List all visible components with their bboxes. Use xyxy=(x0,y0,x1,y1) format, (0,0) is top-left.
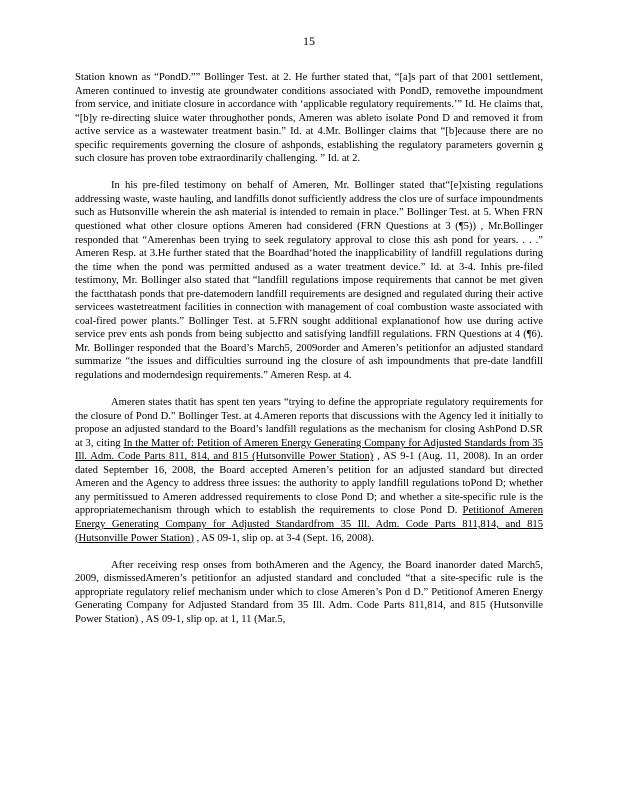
paragraph-text: After receiving resp onses from bothAmeren and the Agency, the Board inanorder dated March5, 2009, dismissedAmeren’s petitionfor an adjusted standard and concluded “that a site-specific rule is the appropriate regulatory relief mechanism under which to close Ameren’s Pon d D.” Petitionof Ameren Energy Generating Company for Adjusted Standard from 35 Ill. Adm. Code Parts 811,814, and 815 (Hutsonville Power Station) , AS 09-1, slip op. at 1, 11 (Mar.5, xyxy=(75,559,543,625)
paragraph xyxy=(75,71,543,166)
page-number: 15 xyxy=(303,34,315,48)
case-citation: In the Matter of: Petition of Ameren Energy Generating Company for Adjusted Standards from 35 Ill. Adm. Code Parts 811, 814, and 815 (Hutsonville Power Station) xyxy=(75,437,543,463)
paragraph-spacer xyxy=(75,545,543,559)
paragraph-text: . at 3-4. Inhis pre-filed testimony, Mr. Bollinger also stated that “landfill regulations impose requirements that cannot be met given the factthatash ponds that pre-datemodern landfill requirements are designed and regulated during their active servicees wastetreatment facilities in connection with management of coal combustion waste associated with coal-fired power plants.” Bollinger Test. at 5.FRN sought additional explanationof how use during active service prev ents ash ponds from being subjectto and satisfying landfill regulations. FRN Questions at 4 (¶6). Mr. Bollinger responded that the Board’s March5, 2009order and Ameren’s petitionfor an adjusted standard summarize “the issues and difficulties surround ing the closure of ash impoundments that pre-date landfill regulations and moderndesign requirements.” Ameren Resp. at 4. xyxy=(75,261,543,381)
paragraph-text: Id xyxy=(430,261,440,273)
paragraph-text: , AS 9-1 (Aug. 11, 2008). In an order dated September 16, 2008, the Board accepted Ameren’s petition for an adjusted standard but directed Ameren and the Agency to address three issues: the authority to apply landfill regulations toPond D; whether any permitissued to Ameren addressed requirements to close Pond D; and whether a site-specific rule is the appropriatemechanism through which to establish the requirements to close Pond D. xyxy=(75,451,544,517)
paragraph-text: Id xyxy=(464,99,474,111)
case-citation: Petitionof Ameren Energy Generating Company for Adjusted Standardfrom 35 Ill. Adm. Code Parts 811,814, and 815 (Hutsonville Power Station) xyxy=(75,505,544,544)
paragraph xyxy=(75,559,543,627)
paragraph-text: In his pre-filed testimony on behalf of Ameren, Mr. Bollinger stated that“[e]xisting regulations addressing waste, waste hauling, and landfills donot sufficiently address the clos ure of surface impoundments such as Hutsonville wherein the ash material is intended to remain in place.” Bollinger Test. at 5. When FRN questioned what other closure options Ameren had considered (FRN Questions at 3 (¶5)) , Mr.Bollinger responded that “Amerenhas been trying to seek regulatory approval to close this ash pond for years. . . .” Ameren Resp. at 3.He further stated that the Boardhad‘hoted the inapplicability of landfill regulations during the time when the pond was permitted andused as a water treatment device.” xyxy=(75,180,543,273)
document-body xyxy=(75,71,543,626)
paragraph-text: . He claims that, “[b]y re-directing sluice water throughother ponds, Ameren was ableto isolate Pond D and removed it from active service as a wastewater treatment basin.” xyxy=(75,99,543,138)
paragraph-text: Id xyxy=(327,153,337,165)
paragraph-text: . at 2. xyxy=(336,153,361,165)
paragraph xyxy=(75,179,543,382)
paragraph-spacer xyxy=(75,383,543,397)
paragraph-text: , AS 09-1, slip op. at 3-4 (Sept. 16, 2008). xyxy=(193,532,374,544)
paragraph-text: Id xyxy=(290,126,299,138)
paragraph-text: . at 4.Mr. Bollinger claims that “[b]ecause there are no specific requirements governing the closure of ashponds, establishing the regulatory parameters governin g such closure has proven tobe extraordinarily challenging. ” xyxy=(75,126,543,165)
paragraph xyxy=(75,396,543,545)
paragraph-text: Ameren states thatit has spent ten years “trying to define the appropriate regulatory requirements for the closure of Pond D.” Bollinger Test. at 4.Ameren reports that discussions with the Agency led it initially to propose an adjusted standard to the Board’s landfill regulations as the mechanism for closing AshPond D.SR at 3, citing xyxy=(75,397,543,449)
paragraph-text: Station known as “PondD.”” Bollinger Test. at 2. He further stated that, “[a]s part of that 2001 settlement, Ameren continued to investig ate groundwater conditions associated with PondD, removethe impoundment from service, and initiate closure in accordance with ‘applicable regulatory requirements.’” xyxy=(75,72,543,111)
paragraph-spacer xyxy=(75,166,543,180)
